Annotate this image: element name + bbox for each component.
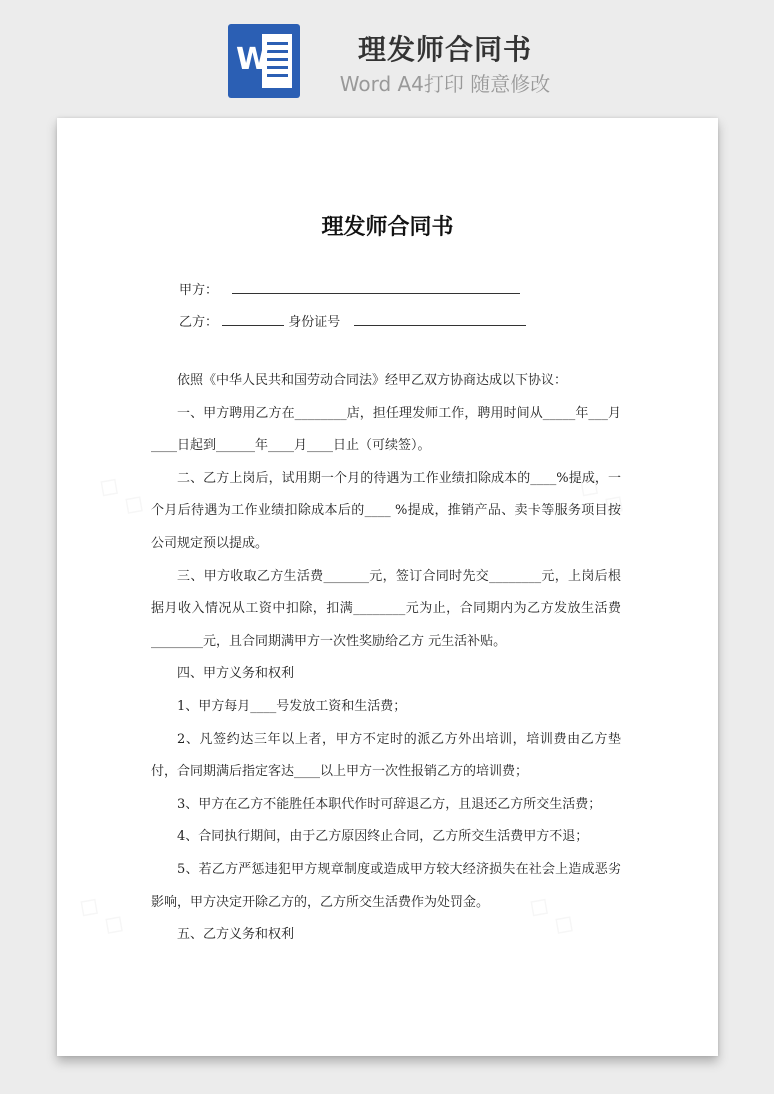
- banner-subtitle: Word A4打印 随意修改: [339, 72, 551, 96]
- section-heading-party-a: 四、甲方义务和权利: [177, 666, 295, 682]
- party-a-label: 甲方：: [179, 283, 219, 298]
- party-a-item-2: 2、凡签约达三年以上者，甲方不定时的派乙方外出培训，培训费由乙方垫付，合同期满后指定客达____以上甲方一次性报销乙方的培训费；: [151, 731, 621, 780]
- party-b-label: 乙方：: [179, 315, 219, 330]
- document-title: 理发师合同书: [321, 214, 454, 240]
- paragraph-clause-2: 二、乙方上岗后，试用期一个月的待遇为工作业绩扣除成本的____%提成，一个月后待遇为工作业绩扣除成本后的____ %提成，推销产品、卖卡等服务项目按公司规定预以提成。: [151, 470, 621, 551]
- banner-title: 理发师合同书: [357, 33, 532, 66]
- party-b-line: [179, 311, 526, 333]
- id-number-label: 身份证号: [288, 315, 341, 330]
- document-page: [57, 118, 718, 1056]
- watermark: [92, 466, 153, 523]
- id-number-blank: [354, 311, 526, 326]
- paragraph-clause-3: 三、甲方收取乙方生活费_______元，签订合同时先交________元，上岗后根据月收入情况从工资中扣除，扣满________元为止，合同期内为乙方发放生活费________元，且合同期满甲方一次性奖励给乙方 元生活补贴。: [151, 568, 621, 649]
- header-banner: [0, 0, 774, 110]
- contract-body: [151, 365, 621, 952]
- party-a-blank: [232, 279, 520, 294]
- paragraph-clause-1: 一、甲方聘用乙方在________店，担任理发师工作，聘用时间从_____年___月____日起到______年____月____日止（可续签）。: [151, 405, 621, 454]
- party-a-item-5: 5、若乙方严惩违犯甲方规章制度或造成甲方较大经济损失在社会上造成恶劣影响，甲方决定开除乙方的，乙方所交生活费作为处罚金。: [151, 861, 621, 910]
- word-logo-letter: W: [236, 42, 270, 77]
- party-a-item-3: 3、甲方在乙方不能胜任本职代作时可辞退乙方，且退还乙方所交生活费；: [177, 796, 602, 812]
- party-a-item-4: 4、合同执行期间，由于乙方原因终止合同，乙方所交生活费甲方不退；: [177, 829, 589, 845]
- paragraph-intro: 依照《中华人民共和国劳动合同法》经甲乙双方协商达成以下协议：: [177, 373, 568, 388]
- word-icon: [228, 24, 300, 98]
- section-heading-party-b: 五、乙方义务和权利: [177, 927, 295, 943]
- watermark: [72, 886, 133, 943]
- party-a-line: [179, 279, 520, 301]
- party-a-item-1: 1、甲方每月____号发放工资和生活费；: [177, 698, 407, 714]
- party-b-blank: [222, 311, 284, 326]
